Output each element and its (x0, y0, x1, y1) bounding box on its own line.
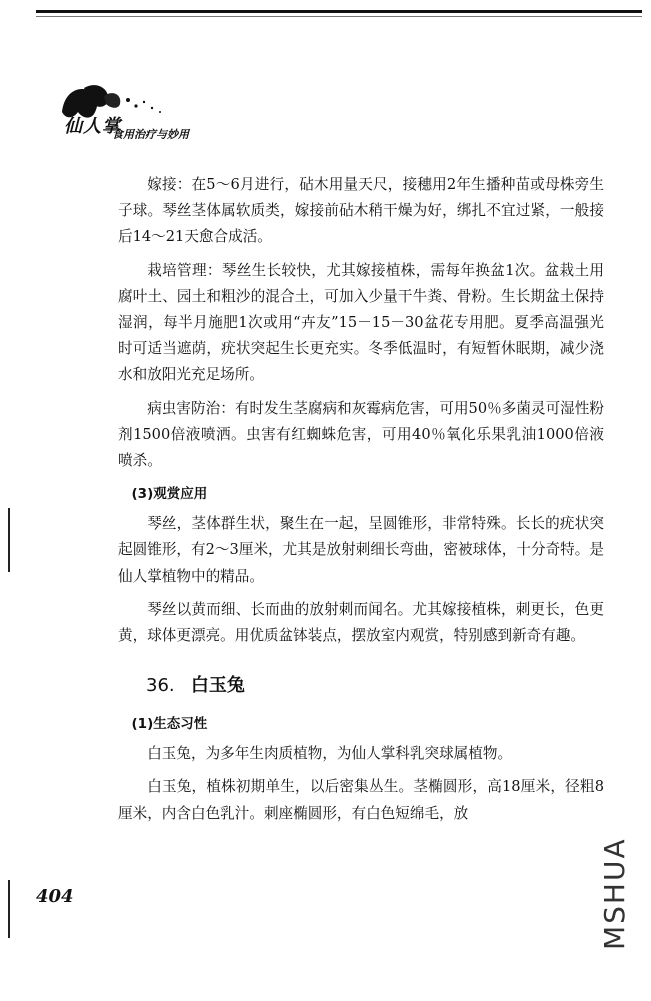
paragraph-ornamental-1: 琴丝，茎体群生状，聚生在一起，呈圆锥形，非常特殊。长长的疣状突起圆锥形，有2～3厘米，尤其是放射刺细长弯曲，密被球体，十分奇特。是仙人掌植物中的精品。 (118, 515, 604, 585)
subheading-ecology: (1)生态习性 (131, 716, 208, 733)
paragraph-ecology-2: 白玉兔，植株初期单生，以后密集丛生。茎椭圆形，高18厘米，径粗8厘米，内含白色乳汁。刺座椭圆形，有白色短绵毛，放 (118, 778, 604, 822)
section-number: 36. (146, 675, 175, 697)
top-rule (36, 10, 642, 13)
page-body (118, 172, 604, 834)
page-number: 404 (36, 886, 74, 907)
subheading-ornamental-use: (3)观赏应用 (131, 486, 208, 503)
section-heading (146, 671, 604, 697)
logo-title: 仙人掌 (64, 116, 121, 137)
watermark: MSHUA (598, 837, 631, 950)
scan-edge-mark (8, 880, 10, 938)
paragraph-grafting: 嫁接：在5～6月进行，砧木用量天尺，接穗用2年生播种苗或母株旁生子球。琴丝茎体属软质类，嫁接前砧木稍干燥为好，绑扎不宜过紧，一般接后14～21天愈合成活。 (118, 176, 604, 246)
scan-edge-mark (8, 508, 10, 572)
section-title: 白玉兔 (190, 675, 245, 697)
paragraph-cultivation: 栽培管理：琴丝生长较快，尤其嫁接植株，需每年换盆1次。盆栽土用腐叶土、园土和粗沙的混合土，可加入少量干牛粪、骨粉。生长期盆土保持湿润，每半月施肥1次或用“卉友”15－15－30盆花专用肥。夏季高温强光时可适当遮荫，疣状突起生长更充实。冬季低温时，有短暂休眠期，减少浇水和放阳光充足场所。 (118, 261, 604, 384)
paragraph-pest-control: 病虫害防治：有时发生茎腐病和灰霉病危害，可用50％多菌灵可湿性粉剂1500倍液喷洒。虫害有红蜘蛛危害，可用40％氧化乐果乳油1000倍液喷杀。 (118, 399, 604, 470)
top-rule-thin (36, 16, 642, 17)
paragraph-ornamental-2: 琴丝以黄而细、长而曲的放射刺而闻名。尤其嫁接植株，刺更长，色更黄，球体更漂亮。用优质盆钵装点，摆放室内观赏，特别感到新奇有趣。 (118, 600, 604, 645)
paragraph-ecology-1: 白玉兔，为多年生肉质植物，为仙人掌科乳突球属植物。 (147, 745, 513, 763)
logo-subtitle: 食用治疗与妙用 (112, 128, 189, 141)
